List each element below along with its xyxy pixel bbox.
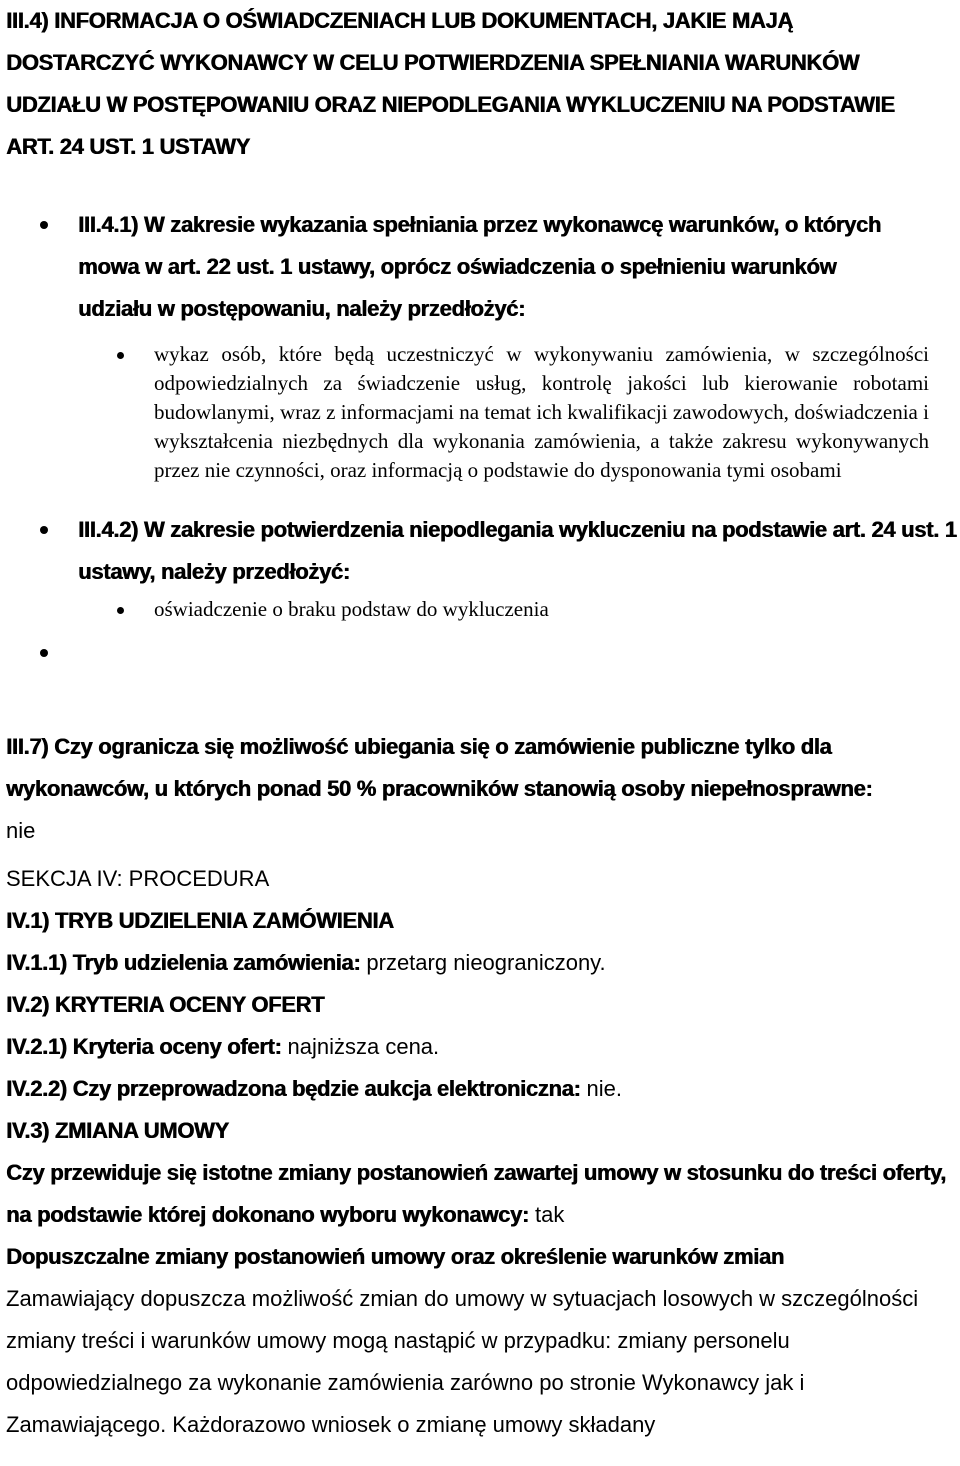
IV3-text: Zamawiający dopuszcza możliwość zmian do umowy w sytuacjach losowych w szczególności zmiany treści i warunków umowy mogą nastąpić w przypadku: zmiany personelu odpowiedzialnego za wykonanie zamówienia zarówno po stronie Wykonawcy jak i Zamawiającego. Każdorazowo wniosek o zmianę umowy składany (6, 1286, 919, 1437)
IV21-line (6, 1026, 960, 1068)
IV3-answer: tak (528, 1202, 565, 1227)
III41-subitem-text: wykaz osób, które będą uczestniczyć w wykonywaniu zamówienia, w szczególności odpowiedzialnych za świadczenie usług, kontrolę jakości lub kierowanie robotami budowlanymi, wraz z informacjami na temat ich kwalifikacji zawodowych, doświadczenia i wykształcenia niezbędnych dla wykonania zamówienia, a także zakresu wykonywanych przez nie czynności, oraz informacją o podstawie do dysponowania tymi osobami (154, 342, 929, 482)
section-III4-list (0, 204, 960, 674)
section-IV-title: SEKCJA IV: PROCEDURA (6, 866, 270, 891)
section-IV (6, 858, 960, 1446)
III7-heading: III.7) Czy ogranicza się możliwość ubiegania się o zamówienie publiczne tylko dla wykonawców, u których ponad 50 % pracowników stanowią osoby niepełnosprawne: (6, 734, 873, 801)
IV21-label: IV.2.1) Kryteria oceny ofert: (6, 1034, 282, 1059)
section-III7 (6, 726, 960, 852)
IV22-line (6, 1068, 960, 1110)
bullet-icon (40, 649, 48, 657)
III42-subitem (0, 595, 958, 624)
IV21-value: najniższa cena. (281, 1034, 440, 1059)
III41-subitem (0, 340, 929, 485)
III7-answer: nie (6, 818, 36, 843)
IV11-line (6, 942, 960, 984)
IV2-heading: IV.2) KRYTERIA OCENY OFERT (6, 992, 325, 1017)
IV22-label: IV.2.2) Czy przeprowadzona będzie aukcja elektroniczna: (6, 1076, 581, 1101)
IV11-value: przetarg nieograniczony. (360, 950, 606, 975)
IV11-label: IV.1.1) Tryb udzielenia zamówienia: (6, 950, 361, 975)
bullet-icon (117, 352, 124, 359)
IV3-sub-heading: Dopuszczalne zmiany postanowień umowy oraz określenie warunków zmian (6, 1244, 784, 1269)
IV3-question: Czy przewiduje się istotne zmiany postanowień zawartej umowy w stosunku do treści oferty, na podstawie której dokonano wyboru wykonawcy: (6, 1160, 946, 1227)
bullet-icon (117, 607, 124, 614)
list-item-III42 (0, 509, 958, 624)
list-item-empty (0, 632, 960, 674)
III42-subitem-text: oświadczenie o braku podstaw do wykluczenia (154, 597, 549, 621)
IV3-question-line (6, 1152, 960, 1236)
III42-heading: III.4.2) W zakresie potwierdzenia niepodlegania wykluczeniu na podstawie art. 24 ust. 1 ustawy, należy przedłożyć: (78, 517, 957, 584)
IV3-heading: IV.3) ZMIANA UMOWY (6, 1118, 229, 1143)
list-item-III41 (0, 204, 929, 485)
bullet-icon (40, 526, 48, 534)
IV1-heading: IV.1) TRYB UDZIELENIA ZAMÓWIENIA (6, 908, 394, 933)
III41-heading: III.4.1) W zakresie wykazania spełniania przez wykonawcę warunków, o których mowa w art. 22 ust. 1 ustawy, oprócz oświadczenia o spełnieniu warunków udziału w postępowaniu, należy przedłożyć: (78, 212, 881, 321)
IV22-value: nie. (580, 1076, 623, 1101)
section-III4-heading: III.4) INFORMACJA O OŚWIADCZENIACH LUB DOKUMENTACH, JAKIE MAJĄ DOSTARCZYĆ WYKONAWCY W CELU POTWIERDZENIA SPEŁNIANIA WARUNKÓW UDZIAŁU W POSTĘPOWANIU ORAZ NIEPODLEGANIA WYKLUCZENIU NA PODSTAWIE ART. 24 UST. 1 USTAWY (6, 8, 895, 159)
bullet-icon (40, 221, 48, 229)
